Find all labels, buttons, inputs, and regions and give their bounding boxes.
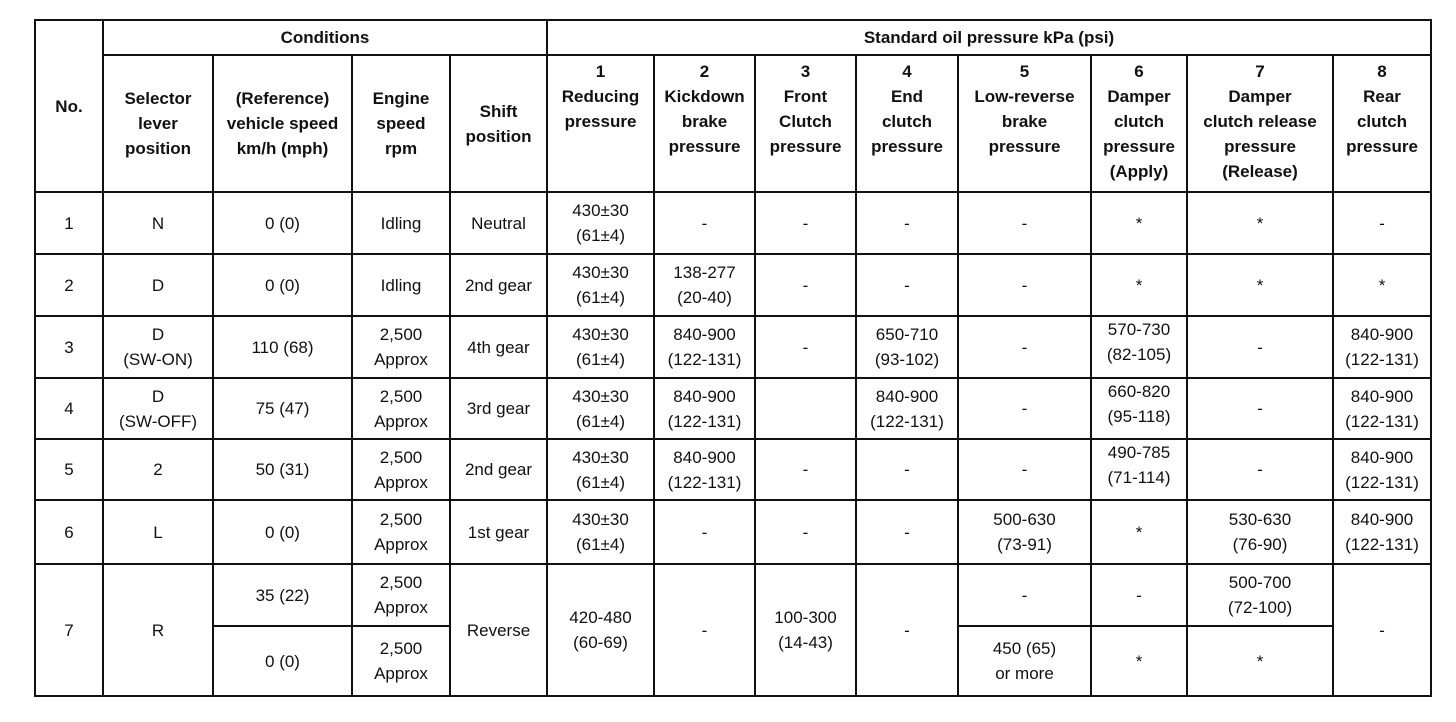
pressure-cell-6 (1091, 439, 1187, 500)
shift-position-cell (450, 378, 547, 439)
row-number (35, 316, 103, 378)
pressure-cell-4 (856, 316, 958, 378)
cell-text: 4th gear (467, 337, 530, 357)
cell-text: 1 (64, 213, 74, 233)
cell-text: 6 (64, 522, 74, 542)
cell-text: D (151, 325, 165, 344)
cell-text: (61±4) (575, 411, 626, 431)
cell-text: brake (681, 112, 728, 131)
cell-text: pressure (1346, 137, 1418, 156)
pressure-cell-8 (1333, 378, 1431, 439)
cell-text: - (802, 460, 809, 479)
cell-text: - (904, 522, 910, 542)
cell-text: 500-630 (993, 510, 1056, 529)
shift-position-cell (450, 254, 547, 316)
pressure-cell-7 (1187, 378, 1333, 439)
cell-text: (71-114) (1107, 468, 1171, 487)
cell-text: Clutch (779, 112, 832, 131)
vehicle-speed-cell (213, 316, 352, 378)
pressure-cell-5 (958, 500, 1091, 564)
cell-text: End (890, 87, 924, 106)
cell-text: 35 (22) (255, 585, 310, 605)
cell-text: clutch (1113, 112, 1165, 131)
cell-text: (122-131) (1345, 535, 1419, 554)
shift-position-cell (450, 564, 547, 696)
pressure-cell-4 (856, 254, 958, 316)
cell-text: - (1257, 460, 1263, 479)
cell-text: - (701, 522, 708, 542)
cell-text: 2 (64, 275, 74, 295)
cell-text: - (1379, 620, 1385, 640)
cell-text: (122-131) (667, 472, 742, 492)
cell-text: 840-900 (1350, 386, 1414, 406)
selector-cell (103, 316, 213, 378)
engine-speed-cell (352, 254, 450, 316)
pressure-cell-2 (654, 378, 755, 439)
cell-text: R (151, 620, 165, 640)
cell-text: 2,500 (379, 510, 423, 529)
cell-text: (Release) (1222, 162, 1298, 181)
pressure-cell-6 (1091, 192, 1187, 254)
cell-text: - (1257, 337, 1263, 357)
pressure-cell-2 (654, 439, 755, 500)
cell-text: - (904, 275, 910, 295)
cell-text: 2nd gear (464, 275, 533, 295)
cell-text: 100-300 (774, 608, 837, 627)
pressure-cell-1 (547, 378, 654, 439)
cell-text: (61±4) (575, 472, 626, 492)
no-header: No. (35, 20, 103, 192)
cell-text: 8 (1377, 62, 1387, 81)
cell-text: N (151, 213, 165, 233)
cell-text: 430±30 (572, 325, 629, 344)
cell-text: 138-277 (673, 263, 736, 282)
cell-text: D (151, 386, 165, 406)
pressure-cell-4 (856, 439, 958, 500)
cell-text: position (465, 126, 532, 146)
pressure-cell-3 (755, 378, 856, 439)
cell-text: brake (1001, 112, 1048, 131)
table-row (35, 254, 1431, 316)
pressure-cell-4 (856, 378, 958, 439)
pressure-cell-6 (1091, 626, 1187, 696)
cell-text: (SW-OFF) (118, 411, 198, 431)
cell-text: 2 (153, 460, 163, 479)
cell-text: lever (138, 114, 178, 133)
cell-text: 2 (699, 62, 710, 81)
engine-speed-cell (352, 316, 450, 378)
pressure-cell-5 (958, 254, 1091, 316)
cell-text: Neutral (471, 213, 526, 233)
pressure-cell-1 (547, 564, 654, 696)
pressure-cell-7 (1187, 626, 1333, 696)
shift-position-cell (450, 500, 547, 564)
pressure-header-1 (547, 55, 654, 192)
cell-text: (82-105) (1106, 345, 1172, 364)
cell-text: Approx (374, 535, 428, 554)
cell-text: (72-100) (1227, 598, 1293, 617)
pressure-header-6 (1091, 55, 1187, 192)
engine-speed-cell (352, 626, 450, 696)
pressure-cell-5 (958, 439, 1091, 500)
cell-text: pressure (1103, 137, 1175, 156)
cell-text: Idling (380, 275, 422, 295)
conditions-header: Conditions (103, 20, 547, 55)
pressure-cell-7 (1187, 439, 1333, 500)
cell-text: 500-700 (1228, 573, 1292, 592)
cell-text: 840-900 (1350, 325, 1414, 344)
cell-text: 530-630 (1228, 510, 1292, 529)
cell-text: - (1021, 399, 1028, 418)
cell-text: 570-730 (1107, 320, 1171, 339)
cell-text: 840-900 (673, 386, 736, 406)
cell-text: 3rd gear (466, 399, 531, 418)
table-row (35, 316, 1431, 378)
cell-text: km/h (mph) (236, 139, 329, 158)
table-row (35, 500, 1431, 564)
cell-text: * (1378, 275, 1386, 295)
cell-text: rpm (384, 139, 418, 158)
cell-text: 2,500 (379, 325, 423, 344)
pressure-cell-8 (1333, 500, 1431, 564)
table-row (35, 564, 1431, 626)
pressure-cell-6 (1091, 254, 1187, 316)
cell-text: (122-131) (1345, 472, 1419, 492)
pressure-cell-7 (1187, 316, 1333, 378)
cell-text: pressure (871, 137, 943, 156)
pressure-cell-8 (1333, 192, 1431, 254)
pressure-cell-2 (654, 254, 755, 316)
cell-text: Approx (374, 664, 428, 683)
cell-text: (61±4) (575, 288, 626, 307)
pressure-cell-7 (1187, 254, 1333, 316)
cell-text: L (153, 522, 163, 542)
engine-speed-cell (352, 500, 450, 564)
cell-text: * (1135, 275, 1143, 295)
selector-cell (103, 500, 213, 564)
cell-text: 660-820 (1107, 382, 1171, 401)
cell-text: (60-69) (573, 633, 628, 652)
cell-text: (122-131) (667, 411, 742, 431)
cell-text: - (802, 522, 809, 542)
cell-text: 2,500 (379, 573, 423, 592)
cell-text: 450 (65) (992, 639, 1057, 658)
table-row (35, 192, 1431, 254)
cell-text: Damper (1107, 87, 1171, 106)
cell-text: Selector (124, 89, 192, 108)
cell-text: clutch (881, 112, 933, 131)
cell-text: (61±4) (575, 350, 626, 369)
cell-text: (73-91) (997, 535, 1052, 554)
pressure-cell-5 (958, 564, 1091, 626)
pressure-cell-2 (654, 564, 755, 696)
cell-text: * (1135, 522, 1143, 542)
cell-text: 2,500 (379, 386, 423, 406)
selector-cell (103, 192, 213, 254)
pressure-header-5 (958, 55, 1091, 192)
cell-text: - (1136, 585, 1142, 605)
cell-text: clutch (1356, 112, 1408, 131)
shift-position-cell (450, 316, 547, 378)
pressure-cell-4 (856, 192, 958, 254)
engine-speed-cell (352, 439, 450, 500)
cell-text: - (1021, 337, 1028, 357)
cell-text: 840-900 (875, 386, 939, 406)
cell-text: Idling (380, 213, 422, 233)
vehicle-speed-cell (213, 564, 352, 626)
pressure-header-2 (654, 55, 755, 192)
cell-text: - (904, 620, 910, 640)
pressure-cell-7 (1187, 564, 1333, 626)
cell-text: Engine (372, 89, 430, 108)
pressure-cell-5 (958, 626, 1091, 696)
selector-cell (103, 564, 213, 696)
pressure-cell-3 (755, 254, 856, 316)
cell-text: - (802, 275, 809, 295)
cell-text: or more (995, 664, 1054, 683)
cell-text: 0 (0) (265, 651, 300, 671)
cell-text: Reducing (561, 87, 640, 106)
cell-text: Approx (374, 350, 428, 369)
pressure-cell-2 (654, 192, 755, 254)
vehicle-speed-cell (213, 378, 352, 439)
cell-text: 430±30 (572, 201, 629, 220)
cell-text: (122-131) (1345, 350, 1419, 369)
pressure-cell-8 (1333, 254, 1431, 316)
selector-cell (103, 439, 213, 500)
cell-text: vehicle speed (226, 114, 339, 133)
vehicle-speed-cell (213, 254, 352, 316)
pressure-cell-5 (958, 316, 1091, 378)
cell-text: - (1021, 213, 1028, 233)
cell-text: (SW-ON) (123, 350, 193, 369)
cell-text: - (701, 213, 708, 233)
cell-text: - (904, 460, 910, 479)
cell-text: 0 (0) (265, 522, 300, 542)
cell-text: - (701, 620, 708, 640)
cell-text: 7 (1255, 62, 1265, 81)
cell-text: Approx (374, 598, 428, 617)
cell-text: Damper (1228, 87, 1292, 106)
cell-text: Reverse (466, 620, 531, 640)
cell-text: 1st gear (467, 522, 530, 542)
cell-text: 840-900 (1350, 510, 1414, 529)
cell-text: 0 (0) (265, 213, 300, 233)
header-row-1 (35, 20, 1431, 55)
pressure-header-4 (856, 55, 958, 192)
header-row-2 (35, 55, 1431, 192)
cell-text: 430±30 (572, 510, 629, 529)
cell-text: 3 (800, 62, 811, 81)
cell-text: 2,500 (379, 447, 423, 467)
row-number (35, 254, 103, 316)
cell-text: 840-900 (1350, 447, 1414, 467)
cell-text: (14-43) (778, 633, 833, 652)
cell-text: 490-785 (1107, 443, 1171, 462)
standard-oil-pressure-header: Standard oil pressure kPa (psi) (547, 20, 1431, 55)
cell-text: (61±4) (575, 226, 626, 245)
pressure-cell-3 (755, 500, 856, 564)
engine-speed-cell (352, 564, 450, 626)
cell-text: (Reference) (235, 89, 330, 108)
cell-text: - (1021, 585, 1028, 605)
cell-text: 6 (1134, 62, 1144, 81)
pressure-cell-3 (755, 316, 856, 378)
shift-position-cell (450, 192, 547, 254)
cell-text: pressure (988, 137, 1061, 156)
cell-text: (122-131) (870, 411, 944, 431)
cell-text: 650-710 (875, 325, 939, 344)
cell-text: - (1021, 275, 1028, 295)
row-number (35, 439, 103, 500)
oil-pressure-table (34, 19, 1432, 697)
cell-text: (93-102) (874, 350, 940, 369)
pressure-cell-8 (1333, 316, 1431, 378)
cell-text: (122-131) (667, 350, 742, 369)
engine-speed-cell (352, 192, 450, 254)
cell-text: Approx (374, 411, 428, 431)
pressure-cell-5 (958, 192, 1091, 254)
cell-text: position (124, 139, 192, 158)
cell-text: Kickdown (664, 87, 745, 106)
pressure-cell-8 (1333, 564, 1431, 696)
cell-text: 840-900 (673, 447, 736, 467)
cell-text: (Apply) (1109, 162, 1169, 181)
cell-text: 4 (64, 399, 74, 418)
cell-text: 2nd gear (464, 460, 533, 479)
cell-text: 840-900 (673, 325, 736, 344)
table-row (35, 378, 1431, 439)
pressure-cell-7 (1187, 192, 1333, 254)
cell-text: (76-90) (1232, 535, 1288, 554)
cell-text: Approx (374, 472, 428, 492)
cell-text: pressure (769, 137, 842, 156)
cell-text: 420-480 (569, 608, 632, 627)
selector-cell (103, 378, 213, 439)
cell-text: 430±30 (572, 447, 629, 467)
cell-text: 2,500 (379, 639, 423, 658)
cell-text: - (1379, 213, 1385, 233)
pressure-cell-7 (1187, 500, 1333, 564)
vehicle-speed-cell (213, 500, 352, 564)
vehicle-speed-cell (213, 192, 352, 254)
pressure-cell-6 (1091, 316, 1187, 378)
pressure-cell-3 (755, 192, 856, 254)
cell-text: 3 (64, 337, 74, 357)
pressure-cell-3 (755, 439, 856, 500)
pressure-cell-4 (856, 564, 958, 696)
cell-text: (61±4) (575, 535, 626, 554)
cell-text: 430±30 (572, 263, 629, 282)
cell-text: - (1257, 399, 1263, 418)
row-number (35, 500, 103, 564)
shift-position-header (450, 55, 547, 192)
cell-text: 7 (64, 620, 74, 640)
vehicle-speed-cell (213, 626, 352, 696)
cell-text: 430±30 (572, 386, 629, 406)
cell-text: pressure (668, 137, 741, 156)
pressure-cell-1 (547, 439, 654, 500)
selector-cell (103, 254, 213, 316)
table-row (35, 439, 1431, 500)
cell-text: 110 (68) (251, 337, 314, 357)
pressure-cell-5 (958, 378, 1091, 439)
engine-speed-cell (352, 378, 450, 439)
cell-text: * (1135, 651, 1143, 671)
pressure-cell-2 (654, 316, 755, 378)
cell-text: - (904, 213, 910, 233)
cell-text: - (802, 213, 809, 233)
pressure-cell-3 (755, 564, 856, 696)
pressure-header-3 (755, 55, 856, 192)
pressure-header-8 (1333, 55, 1431, 192)
cell-text: * (1135, 213, 1143, 233)
cell-text: (95-118) (1107, 407, 1171, 426)
selector-lever-header (103, 55, 213, 192)
vehicle-speed-header (213, 55, 352, 192)
cell-text: 4 (902, 62, 912, 81)
cell-text: clutch release (1203, 112, 1317, 131)
pressure-cell-2 (654, 500, 755, 564)
row-number (35, 564, 103, 696)
pressure-cell-6 (1091, 378, 1187, 439)
shift-position-cell (450, 439, 547, 500)
pressure-cell-1 (547, 500, 654, 564)
cell-text: Front (783, 87, 828, 106)
cell-text: - (1021, 460, 1028, 479)
cell-text: 0 (0) (265, 275, 300, 295)
cell-text: (20-40) (677, 288, 732, 307)
cell-text: Low-reverse (974, 87, 1075, 106)
cell-text: 5 (1019, 62, 1030, 81)
pressure-cell-1 (547, 254, 654, 316)
cell-text: speed (376, 114, 426, 133)
cell-text: 1 (595, 62, 606, 81)
cell-text: - (802, 337, 809, 357)
cell-text: Shift (479, 101, 518, 121)
pressure-cell-1 (547, 316, 654, 378)
pressure-header-7 (1187, 55, 1333, 192)
cell-text: D (151, 275, 165, 295)
pressure-cell-4 (856, 500, 958, 564)
cell-text: 50 (31) (255, 460, 310, 479)
cell-text: * (1256, 275, 1264, 295)
cell-text: pressure (1224, 137, 1296, 156)
pressure-cell-6 (1091, 564, 1187, 626)
cell-text: 75 (47) (255, 399, 310, 418)
pressure-cell-8 (1333, 439, 1431, 500)
cell-text: pressure (564, 112, 637, 131)
vehicle-speed-cell (213, 439, 352, 500)
cell-text: Rear (1363, 87, 1401, 106)
engine-speed-header (352, 55, 450, 192)
row-number (35, 378, 103, 439)
cell-text: (122-131) (1345, 411, 1419, 431)
row-number (35, 192, 103, 254)
pressure-cell-6 (1091, 500, 1187, 564)
cell-text: 5 (64, 460, 74, 479)
cell-text: * (1256, 213, 1264, 233)
cell-text: * (1256, 651, 1264, 671)
pressure-cell-1 (547, 192, 654, 254)
